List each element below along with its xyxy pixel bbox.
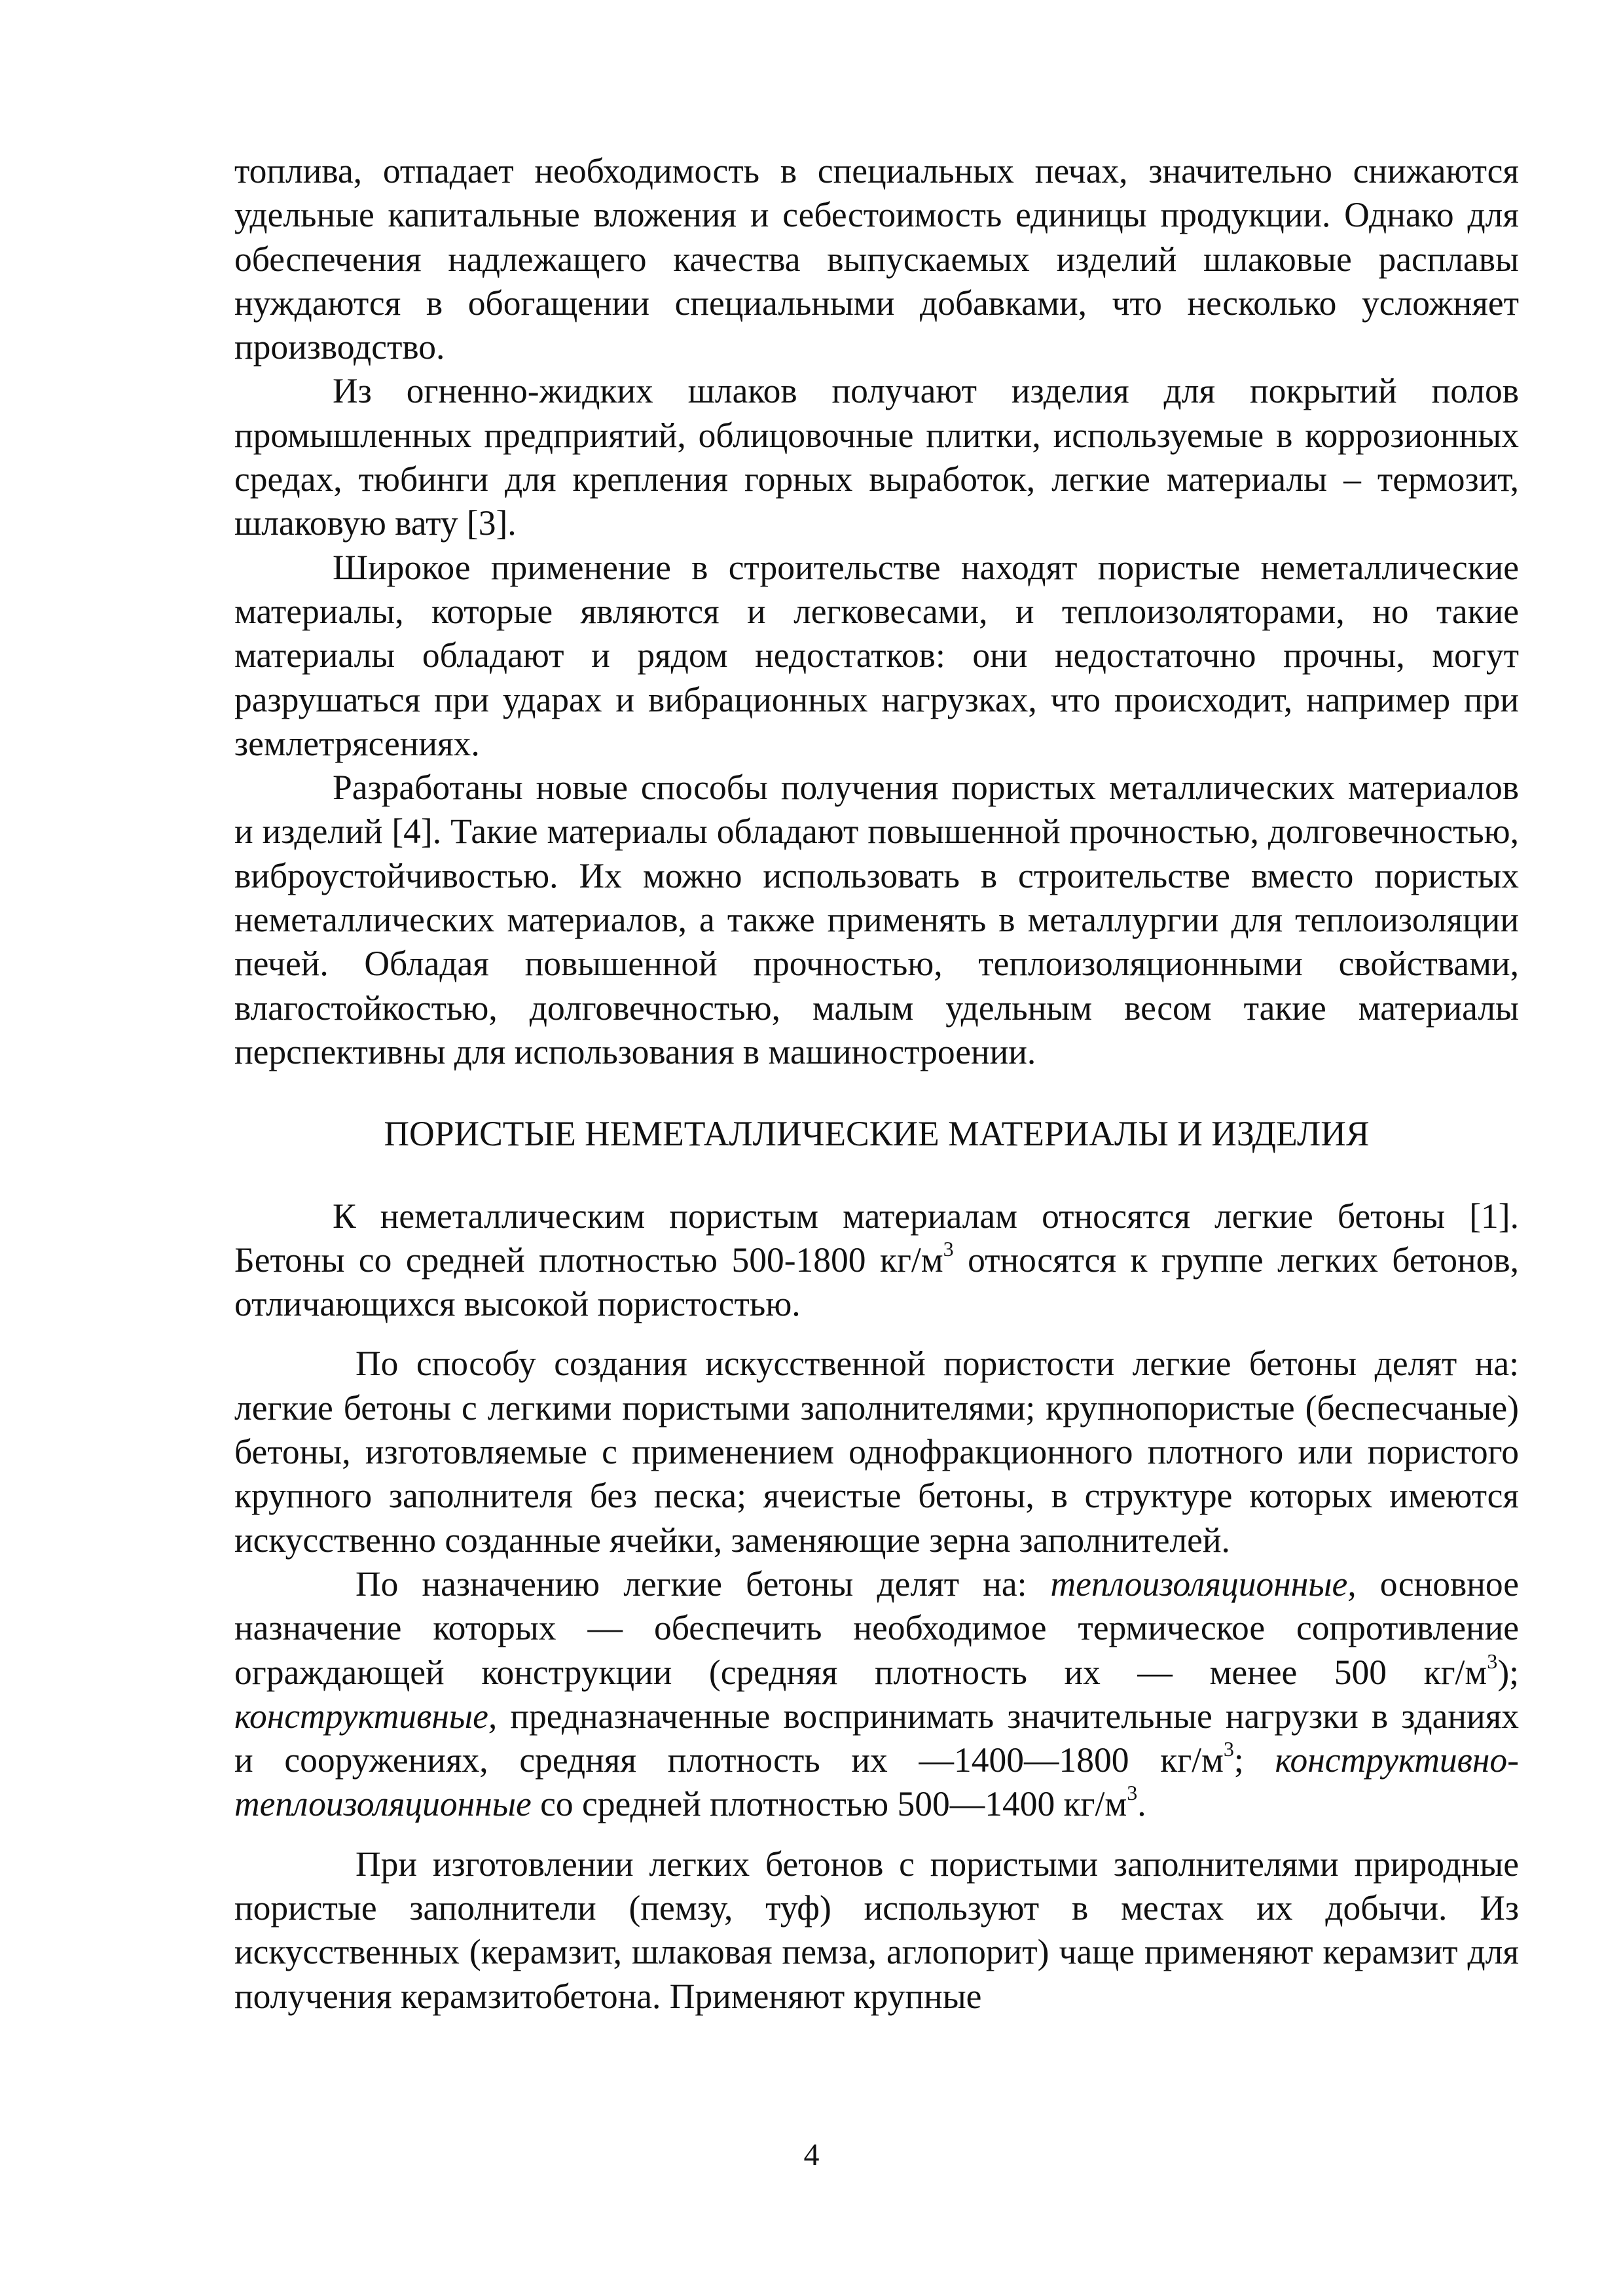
- p7-superscript-2: 3: [1223, 1737, 1234, 1761]
- p7-superscript-1: 3: [1487, 1649, 1498, 1673]
- p5-text-b: относятся к группе легких бетонов, отличающихся высокой пористостью.: [234, 1240, 1519, 1324]
- p7-superscript-3: 3: [1127, 1781, 1138, 1805]
- document-page: [234, 149, 1519, 2018]
- paragraph-8: При изготовлении легких бетонов с пористыми заполнителями природные пористые заполнители (пемзу, туф) используют в местах их добычи. Из искусственных (керамзит, шлаковая пемза, аглопорит) чаще применяют керамзит для получения керамзитобетона. Применяют крупные: [234, 1844, 1519, 2016]
- paragraph-5: [234, 1194, 1519, 1327]
- p7-text-f: со средней плотностью 500—1400 кг/м: [531, 1784, 1127, 1824]
- p5-superscript: 3: [943, 1236, 954, 1261]
- p7-text-c: );: [1497, 1652, 1519, 1692]
- paragraph-2: Из огненно-жидких шлаков получают изделия для покрытий полов промышленных предприятий, облицовочные плитки, используемые в коррозионных средах, тюбинги для крепления горных выработок, легкие материалы – термозит, шлаковую вату [3].: [234, 371, 1519, 543]
- p7-text-d: предназначенные воспринимать значительные нагрузки в зданиях и сооружениях, средняя плотность их —1400—1800 кг/м: [234, 1696, 1519, 1780]
- p7-italic-2: конструктивные,: [234, 1696, 498, 1736]
- paragraph-7: [234, 1562, 1519, 1827]
- p7-text-b: основное назначение которых — обеспечить необходимое термическое сопротивление ограждающей конструкции (средняя плотность их — менее 500 кг/м: [234, 1564, 1519, 1692]
- p5-text-a: К неметаллическим пористым материалам относятся легкие бетоны [1]. Бетоны со средней плотностью 500-1800 кг/м: [234, 1196, 1519, 1280]
- section-heading: ПОРИСТЫЕ НЕМЕТАЛЛИЧЕСКИЕ МАТЕРИАЛЫ И ИЗДЕЛИЯ: [384, 1114, 1370, 1154]
- p7-text-a: По назначению легкие бетоны делят на:: [356, 1564, 1051, 1604]
- p7-text-g: .: [1137, 1784, 1146, 1824]
- paragraph-6: По способу создания искусственной пористости легкие бетоны делят на: легкие бетоны с легкими пористыми заполнителями; крупнопористые (беспесчаные) бетоны, изготовляемые с применением однофракционного плотного или пористого крупного заполнителя без песка; ячеистые бетоны, в структуре которых имеются искусственно созданные ячейки, заменяющие зерна заполнителей.: [234, 1344, 1519, 1560]
- paragraph-3: Широкое применение в строительстве находят пористые неметаллические материалы, которые являются и легковесами, и теплоизоляторами, но такие материалы обладают и рядом недостатков: они недостаточно прочны, могут разрушаться при ударах и вибрационных нагрузках, что происходит, например при землетрясениях.: [234, 547, 1519, 763]
- p7-text-e: ;: [1233, 1740, 1275, 1780]
- p7-italic-1: теплоизоляционные,: [1050, 1564, 1357, 1604]
- page-number: 4: [803, 2138, 820, 2172]
- paragraph-4: Разработаны новые способы получения пористых металлических материалов и изделий [4]. Такие материалы обладают повышенной прочностью, долговечностью, виброустойчивостью. Их можно использовать в строительстве вместо пористых неметаллических материалов, а также применять в металлургии для теплоизоляции печей. Обладая повышенной прочностью, теплоизоляционными свойствами, влагостойкостью, долговечностью, малым удельным весом такие материалы перспективны для использования в машиностроении.: [234, 768, 1519, 1071]
- p7-italic-3: конструктивно-теплоизоляционные: [234, 1740, 1519, 1824]
- paragraph-1: топлива, отпадает необходимость в специальных печах, значительно снижаются удельные капитальные вложения и себестоимость единицы продукции. Однако для обеспечения надлежащего качества выпускаемых изделий шлаковые расплавы нуждаются в обогащении специальными добавками, что несколько усложняет производство.: [234, 151, 1519, 367]
